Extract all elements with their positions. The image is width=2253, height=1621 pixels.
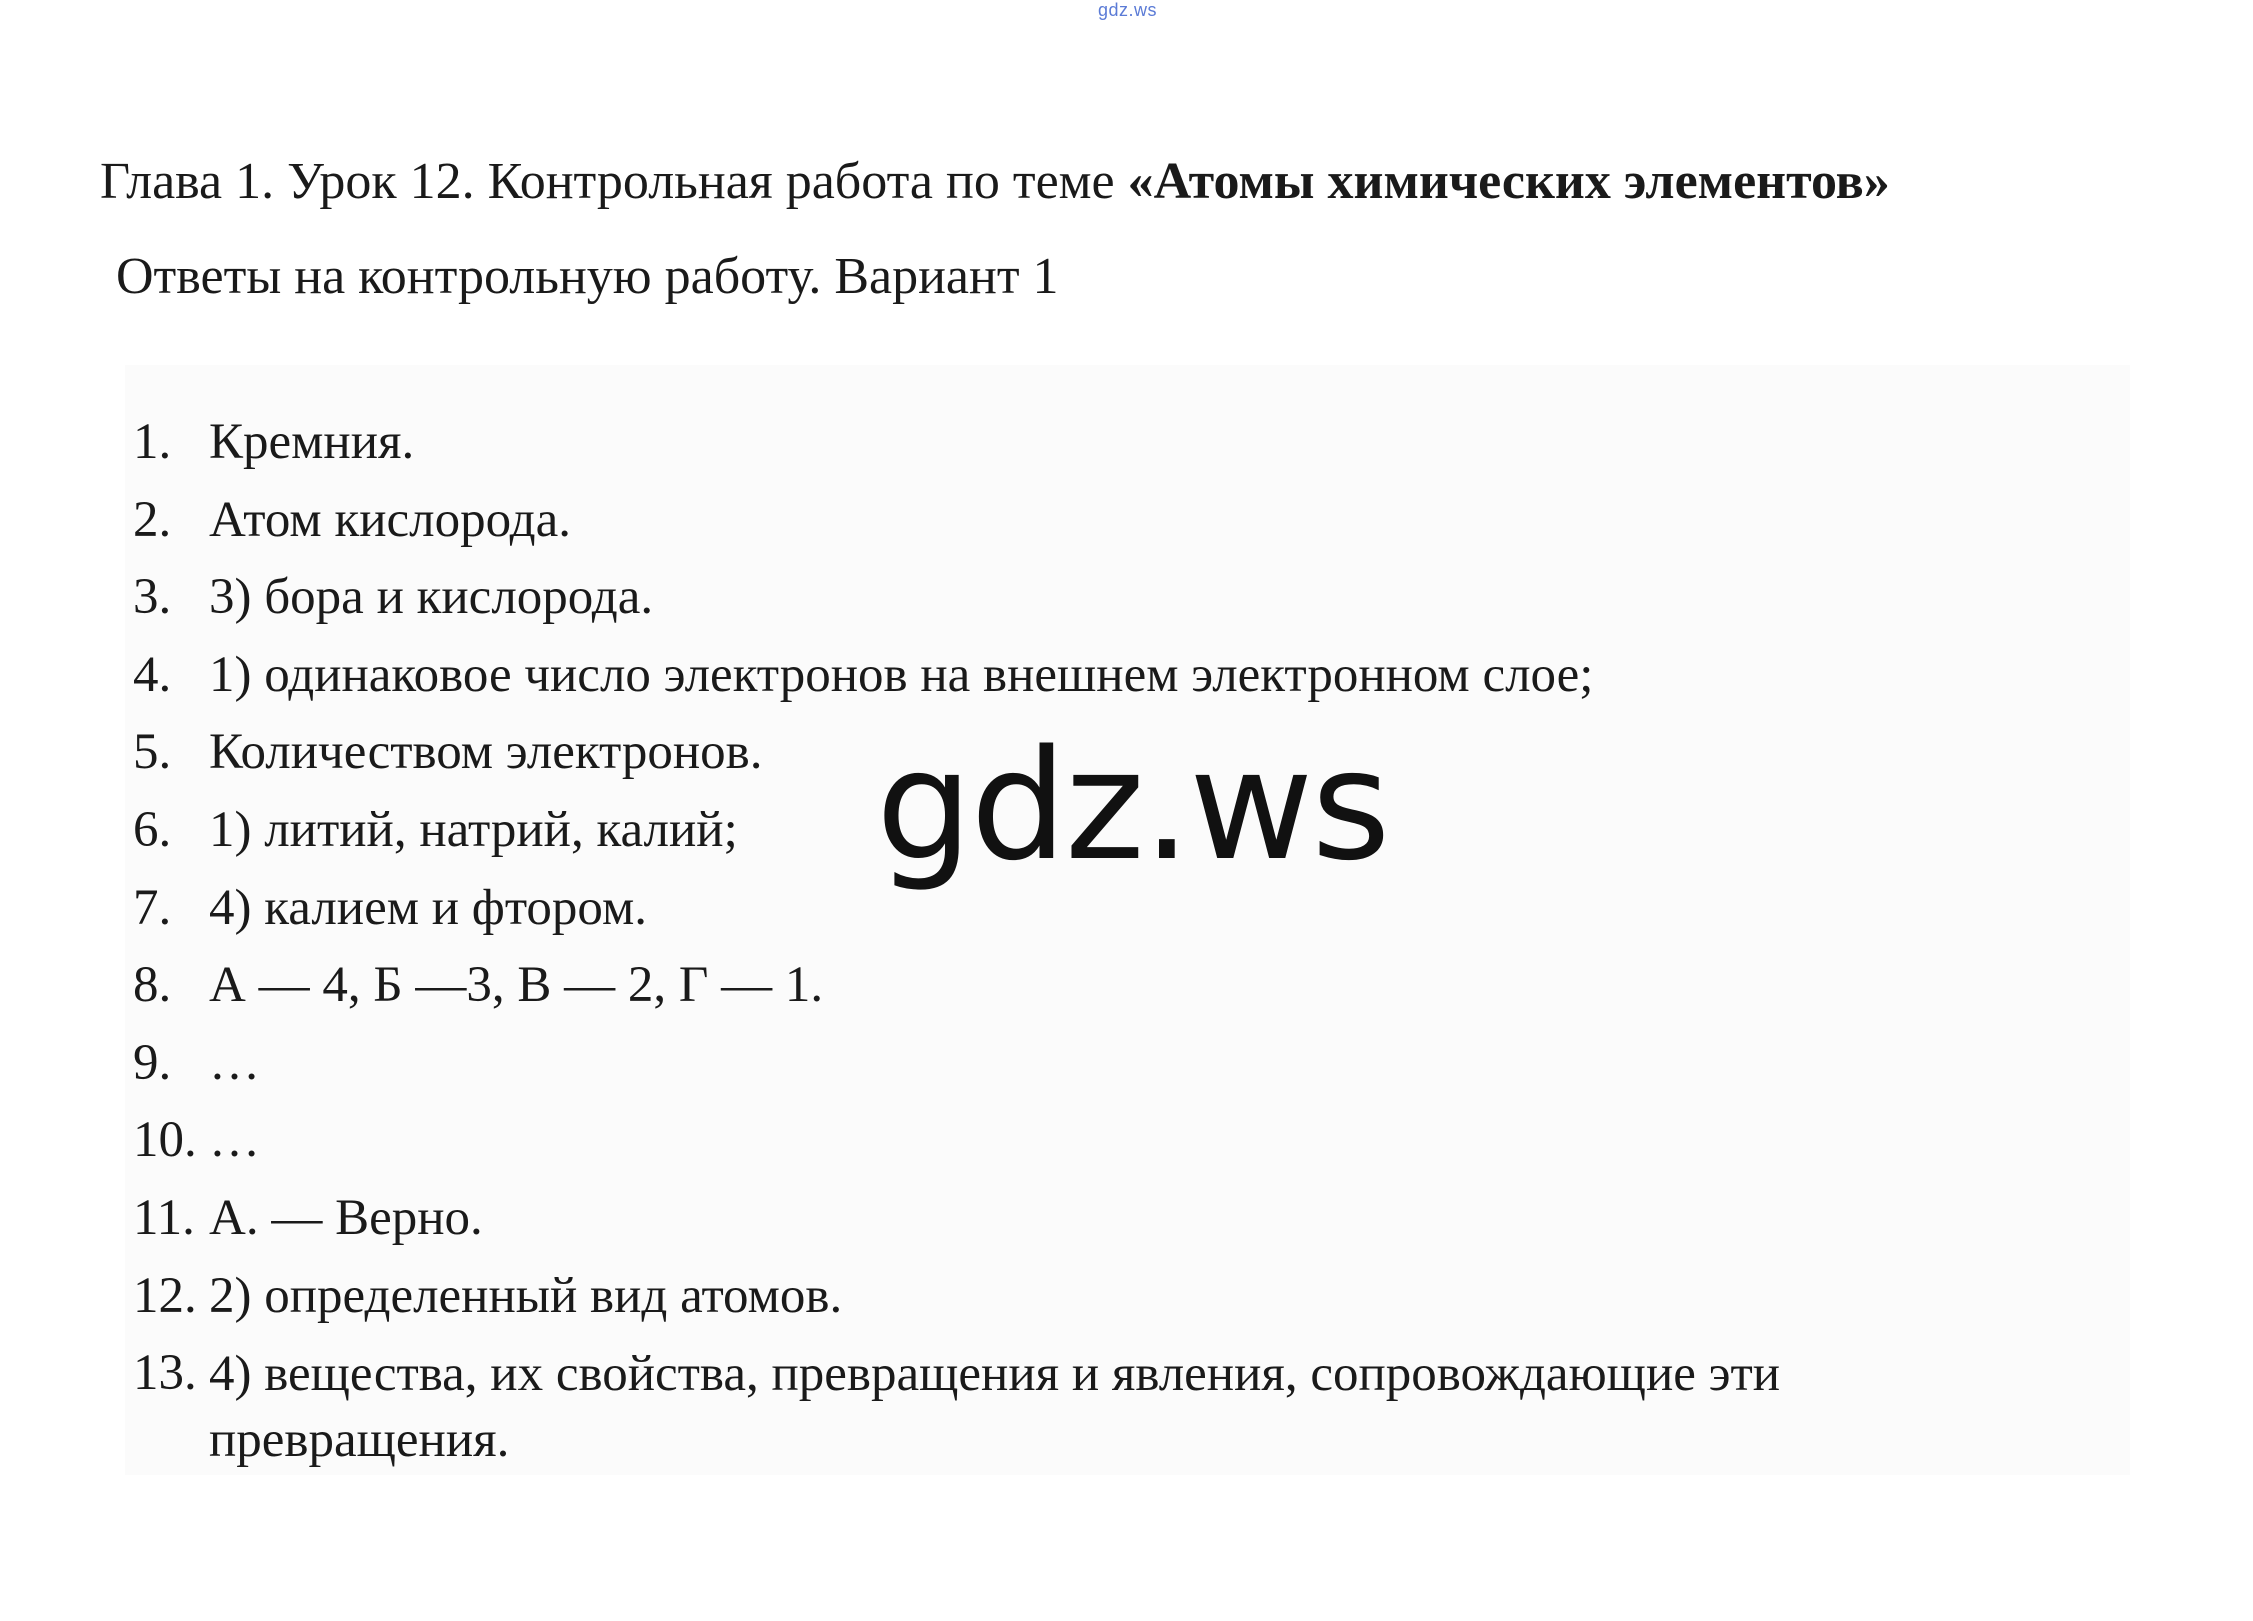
answer-number: 10.	[133, 1112, 197, 1169]
answer-number: 2.	[133, 491, 172, 548]
site-mark: gdz.ws	[1098, 0, 1158, 20]
page-title	[100, 152, 1890, 212]
answer-text: Количеством электронов.	[209, 724, 763, 781]
title-topic: «Атомы химических элементов»	[1127, 153, 1890, 210]
list-item	[133, 1335, 1780, 1480]
answer-text: Атом кислорода.	[209, 491, 571, 548]
list-item	[133, 1025, 1780, 1103]
answer-text-line-2: превращения.	[209, 1412, 510, 1469]
answer-text: 1) одинаковое число электронов на внешнем электронном слое;	[209, 646, 1594, 703]
answer-number: 5.	[133, 724, 172, 781]
answer-number: 4.	[133, 646, 172, 703]
answer-text: А — 4, Б —3, В — 2, Г — 1.	[209, 957, 824, 1014]
answer-number: 9.	[133, 1034, 172, 1091]
answer-text: 3) бора и кислорода.	[209, 569, 654, 626]
answer-text: 4) калием и фтором.	[209, 879, 647, 936]
answer-number: 13.	[133, 1345, 197, 1402]
answer-text: Кремния.	[209, 414, 415, 470]
answer-text: …	[209, 1034, 260, 1091]
answer-number: 1.	[133, 414, 172, 470]
list-item	[133, 637, 1780, 715]
title-prefix: Глава 1. Урок 12. Контрольная работа по теме	[100, 153, 1128, 210]
answer-text: А. — Верно.	[209, 1189, 483, 1246]
list-item	[133, 1180, 1780, 1258]
list-item	[133, 1258, 1780, 1336]
answer-text: 1) литий, натрий, калий;	[209, 801, 738, 858]
answer-number: 11.	[133, 1189, 195, 1246]
answer-number: 12.	[133, 1267, 197, 1324]
answer-number: 8.	[133, 957, 172, 1014]
answer-number: 3.	[133, 569, 172, 626]
list-item	[133, 559, 1780, 637]
answer-text: 2) определенный вид атомов.	[209, 1267, 843, 1324]
list-item	[133, 947, 1780, 1025]
list-item	[133, 482, 1780, 560]
answer-text: …	[209, 1112, 260, 1169]
list-item	[133, 1102, 1780, 1180]
answer-number: 7.	[133, 879, 172, 936]
answer-number: 6.	[133, 801, 172, 858]
list-item	[133, 404, 1780, 482]
watermark-logo: gdz.ws	[876, 717, 1389, 894]
answer-list	[133, 404, 1780, 1480]
answer-text	[209, 1335, 1780, 1473]
answer-text-line-1: 4) вещества, их свойства, превращения и явления, сопровождающие эти	[209, 1346, 1781, 1403]
page-subtitle: Ответы на контрольную работу. Вариант 1	[116, 248, 1059, 305]
